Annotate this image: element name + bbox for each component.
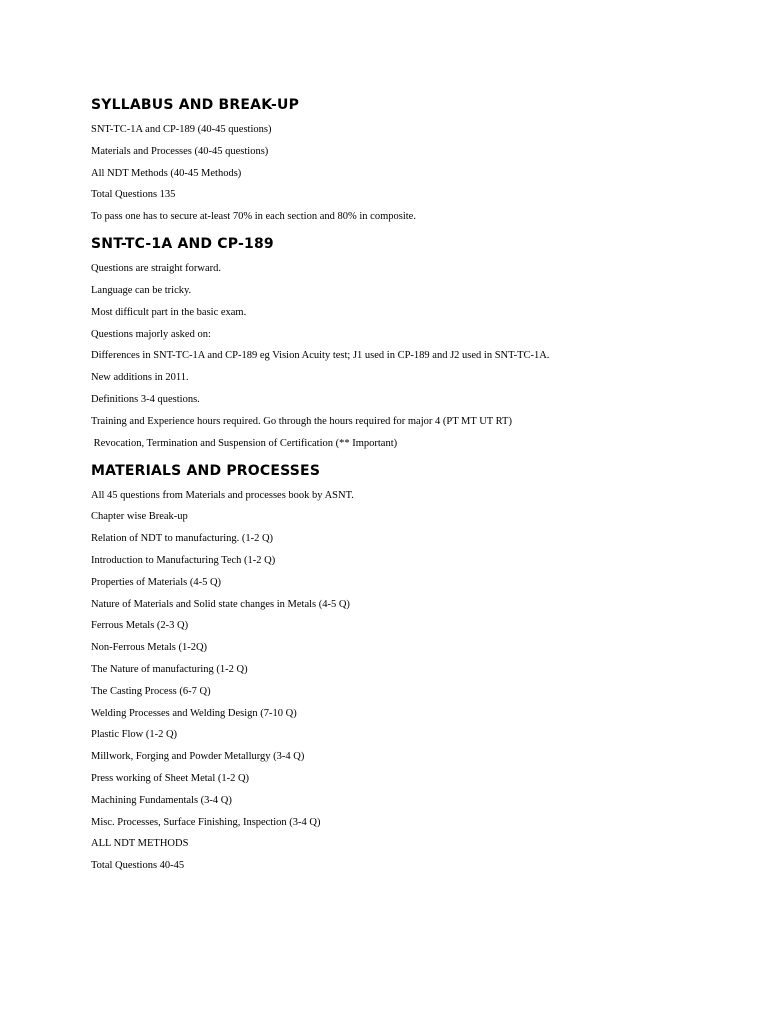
section-heading: SYLLABUS AND BREAK-UP: [91, 97, 300, 113]
text-line: Non-Ferrous Metals (1-2Q): [91, 642, 208, 654]
document-page: [91, 95, 731, 873]
text-line: All NDT Methods (40-45 Methods): [91, 167, 242, 179]
text-line: Nature of Materials and Solid state changes in Metals (4-5 Q): [91, 598, 350, 610]
text-line: Questions are straight forward.: [91, 263, 222, 275]
text-line: Differences in SNT-TC-1A and CP-189 eg Vision Acuity test; J1 used in CP-189 and J2 used in SNT-TC-1A.: [91, 350, 550, 362]
text-line: New additions in 2011.: [91, 372, 189, 384]
text-line: Millwork, Forging and Powder Metallurgy (3-4 Q): [91, 751, 305, 763]
section-heading: MATERIALS AND PROCESSES: [91, 462, 321, 479]
section-snt-tc-1a: [91, 234, 731, 450]
text-line: SNT-TC-1A and CP-189 (40-45 questions): [91, 124, 272, 135]
text-line: To pass one has to secure at-least 70% in each section and 80% in composite.: [91, 211, 416, 223]
text-line: Materials and Processes (40-45 questions): [91, 145, 269, 157]
text-line: Press working of Sheet Metal (1-2 Q): [91, 772, 250, 784]
text-line: The Casting Process (6-7 Q): [91, 685, 211, 697]
text-line: Total Questions 40-45: [91, 860, 185, 872]
text-line: Welding Processes and Welding Design (7-10 Q): [91, 707, 297, 719]
section-materials-processes: [91, 461, 731, 874]
section-syllabus: [91, 95, 731, 224]
text-line: Misc. Processes, Surface Finishing, Inspection (3-4 Q): [91, 816, 321, 828]
text-line: Definitions 3-4 questions.: [91, 393, 200, 405]
section-heading: SNT-TC-1A AND CP-189: [91, 236, 274, 253]
text-line: Questions majorly asked on:: [91, 328, 211, 340]
text-line: All 45 questions from Materials and processes book by ASNT.: [91, 489, 354, 501]
text-line: Most difficult part in the basic exam.: [91, 306, 247, 318]
text-line: The Nature of manufacturing (1-2 Q): [91, 663, 248, 675]
text-line: Language can be tricky.: [91, 284, 192, 296]
text-line: Ferrous Metals (2-3 Q): [91, 620, 189, 632]
text-line: Properties of Materials (4-5 Q): [91, 576, 222, 588]
text-line: Chapter wise Break-up: [91, 511, 188, 523]
text-line: Machining Fundamentals (3-4 Q): [91, 794, 232, 806]
text-line: Revocation, Termination and Suspension of Certification (** Important): [91, 437, 398, 449]
text-line: Total Questions 135: [91, 189, 176, 201]
text-line: Introduction to Manufacturing Tech (1-2 Q): [91, 554, 276, 566]
text-line: Relation of NDT to manufacturing. (1-2 Q): [91, 533, 274, 545]
text-line: ALL NDT METHODS: [91, 838, 189, 850]
text-line: Training and Experience hours required. Go through the hours required for major 4 (PT MT UT RT): [91, 415, 512, 427]
text-line: Plastic Flow (1-2 Q): [91, 729, 178, 741]
